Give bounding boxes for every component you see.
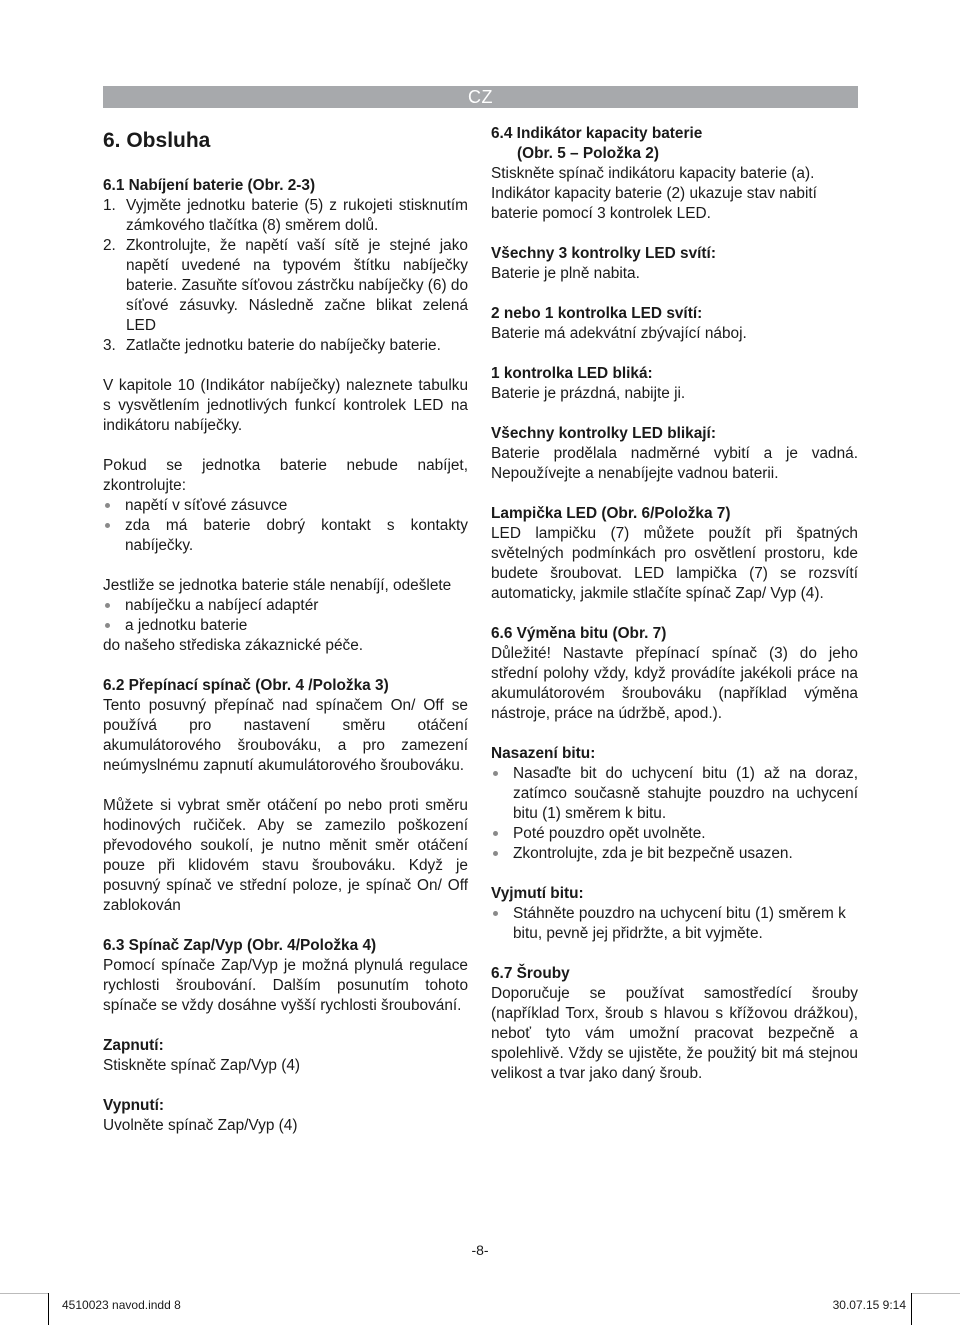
led-state-text: Baterie je prázdná, nabijte ji. — [491, 385, 686, 402]
s65-heading: Lampička LED (Obr. 6/Položka 7) — [491, 505, 731, 522]
s61-heading: 6.1 Nabíjení baterie (Obr. 2-3) — [103, 177, 316, 194]
list-item: napětí v síťové zásuvce — [103, 496, 468, 516]
s62-paragraph-2: Můžete si vybrat směr otáčení po nebo proti směru hodinových ručiček. Aby se zamezilo poškození převodového soukolí, je nutno měnit směr otáčení pouze při klidovém stavu šroubováku. Když je posuvný spínač ve střední poloze, je spínač On/ Off zablokován — [103, 797, 468, 914]
switch-on-text: Stiskněte spínač Zap/Vyp (4) — [103, 1057, 301, 1074]
remove-bit-list — [491, 904, 858, 944]
bullet-icon — [105, 623, 110, 628]
remove-bit-heading: Vyjmutí bitu: — [491, 885, 584, 902]
s65-paragraph-1: LED lampičku (7) můžete použít při špatných světelných podmínkách pro osvětlení prostoru, kde budete šroubovat. LED lampička (7) se rozsvítí automaticky, jakmile stlačíte spínač Zap/ Vyp (4). — [491, 525, 858, 602]
send-list — [103, 596, 468, 636]
step-item: 2. Zkontrolujte, že napětí vaší sítě je stejné jako napětí uvedené na typovém štítku nabíječky baterie. Zasuňte síťovou zástrčku nabíječky (6) do síťové zásuvky. Následně začne blikat zelená LED — [103, 237, 468, 334]
insert-bit-heading: Nasazení bitu: — [491, 745, 596, 762]
crop-mark — [48, 1293, 49, 1325]
led-state-label: 2 nebo 1 kontrolka LED svítí: — [491, 305, 703, 322]
footer-timestamp: 30.07.15 9:14 — [832, 1298, 906, 1312]
s63-heading: 6.3 Spínač Zap/Vyp (Obr. 4/Položka 4) — [103, 937, 377, 954]
list-item: Nasaďte bit do uchycení bitu (1) až na doraz, zatímco současně stahujte pouzdro na uchycení bitu (1) směrem k bitu. — [491, 764, 858, 824]
s67-heading: 6.7 Šrouby — [491, 965, 570, 982]
s64-subheading: (Obr. 5 – Položka 2) — [517, 145, 659, 162]
s67-paragraph-1: Doporučuje se používat samostředící šrouby (například Torx, šroub s hlavou s křížovou drážkou), neboť tyto vám umožní pracovat bezpečně a spolehlivě. Vždy se ujistěte, že použitý bit má stejnou velikost a tvar jako daný šroub. — [491, 985, 858, 1082]
page-number: -8- — [471, 1242, 489, 1258]
s61-paragraph-3: Jestliže se jednotka baterie stále nenabíjí, odešlete — [103, 577, 452, 594]
s64-paragraph-1: Stiskněte spínač indikátoru kapacity baterie (a). Indikátor kapacity baterie (2) ukazuje stav nabití baterie pomocí 3 kontrolek LED. — [491, 165, 817, 222]
bullet-icon — [105, 603, 110, 608]
footer-file-name: 4510023 navod.indd 8 — [62, 1298, 181, 1312]
s66-paragraph-1: Důležité! Nastavte přepínací spínač (3) do jeho střední polohy vždy, když provádíte jakékoli práce na akumulátorovém šroubováku (například výměna nástroje, práce na údržbě, apod.). — [491, 645, 858, 722]
led-state-text: Baterie je plně nabita. — [491, 265, 640, 282]
list-item: a jednotku baterie — [103, 616, 468, 636]
led-state-text: Baterie prodělala nadměrné vybití a je vadná. Nepoužívejte a nenabíjejte vadnou baterii. — [491, 445, 858, 482]
led-state-text: Baterie má adekvátní zbývající náboj. — [491, 325, 747, 342]
bullet-icon — [105, 503, 110, 508]
bullet-icon — [493, 831, 498, 836]
led-state-label: 1 kontrolka LED bliká: — [491, 365, 653, 382]
switch-on-heading: Zapnutí: — [103, 1037, 164, 1054]
bullet-icon — [105, 523, 110, 528]
list-item: zda má baterie dobrý kontakt s kontakty nabíječky. — [103, 516, 468, 556]
s63-paragraph-1: Pomocí spínače Zap/Vyp je možná plynulá regulace rychlosti šroubování. Dalším posunutím tohoto spínače se vždy dosáhne vyšší rychlosti šroubování. — [103, 957, 468, 1014]
left-column — [103, 124, 468, 1136]
crop-mark — [0, 1293, 48, 1294]
bullet-icon — [493, 771, 498, 776]
s62-heading: 6.2 Přepínací spínač (Obr. 4 /Položka 3) — [103, 677, 389, 694]
insert-bit-list — [491, 764, 858, 864]
language-label: CZ — [468, 87, 493, 107]
switch-off-heading: Vypnutí: — [103, 1097, 164, 1114]
led-state-label: Všechny kontrolky LED blikají: — [491, 425, 716, 442]
s62-paragraph-1: Tento posuvný přepínač nad spínačem On/ Off se používá pro nastavení směru otáčení akumulátorového šroubováku, a pro zamezení neúmyslnému zapnutí akumulátorového šroubováku. — [103, 697, 468, 774]
check-list — [103, 496, 468, 556]
list-item: Stáhněte pouzdro na uchycení bitu (1) směrem k bitu, pevně jej přidržte, a bit vyjměte. — [491, 904, 858, 944]
list-item: nabíječku a nabíjecí adaptér — [103, 596, 468, 616]
language-header-bar — [103, 86, 858, 108]
list-item: Zkontrolujte, zda je bit bezpečně usazen. — [491, 844, 858, 864]
bullet-icon — [493, 851, 498, 856]
step-item: 3. Zatlačte jednotku baterie do nabíječky baterie. — [103, 337, 441, 354]
step-item: 1. Vyjměte jednotku baterie (5) z rukojeti stisknutím zámkového tlačítka (8) směrem dolů. — [103, 197, 468, 234]
s64-heading: 6.4 Indikátor kapacity baterie — [491, 125, 703, 142]
crop-mark — [912, 1293, 960, 1294]
switch-off-text: Uvolněte spínač Zap/Vyp (4) — [103, 1117, 298, 1134]
list-item: Poté pouzdro opět uvolněte. — [491, 824, 858, 844]
s61-paragraph-1: V kapitole 10 (Indikátor nabíječky) naleznete tabulku s vysvětlením jednotlivých funkcí kontrolek LED na indikátoru nabíječky. — [103, 377, 468, 434]
led-state-label: Všechny 3 kontrolky LED svítí: — [491, 245, 716, 262]
right-column — [491, 124, 858, 1084]
bullet-icon — [493, 911, 498, 916]
s66-heading: 6.6 Výměna bitu (Obr. 7) — [491, 625, 667, 642]
s61-paragraph-2: Pokud se jednotka baterie nebude nabíjet, zkontrolujte: — [103, 457, 468, 494]
s61-paragraph-4: do našeho střediska zákaznické péče. — [103, 637, 364, 654]
section-title: 6. Obsluha — [103, 129, 211, 152]
crop-mark — [911, 1293, 912, 1325]
s61-steps — [103, 196, 468, 356]
